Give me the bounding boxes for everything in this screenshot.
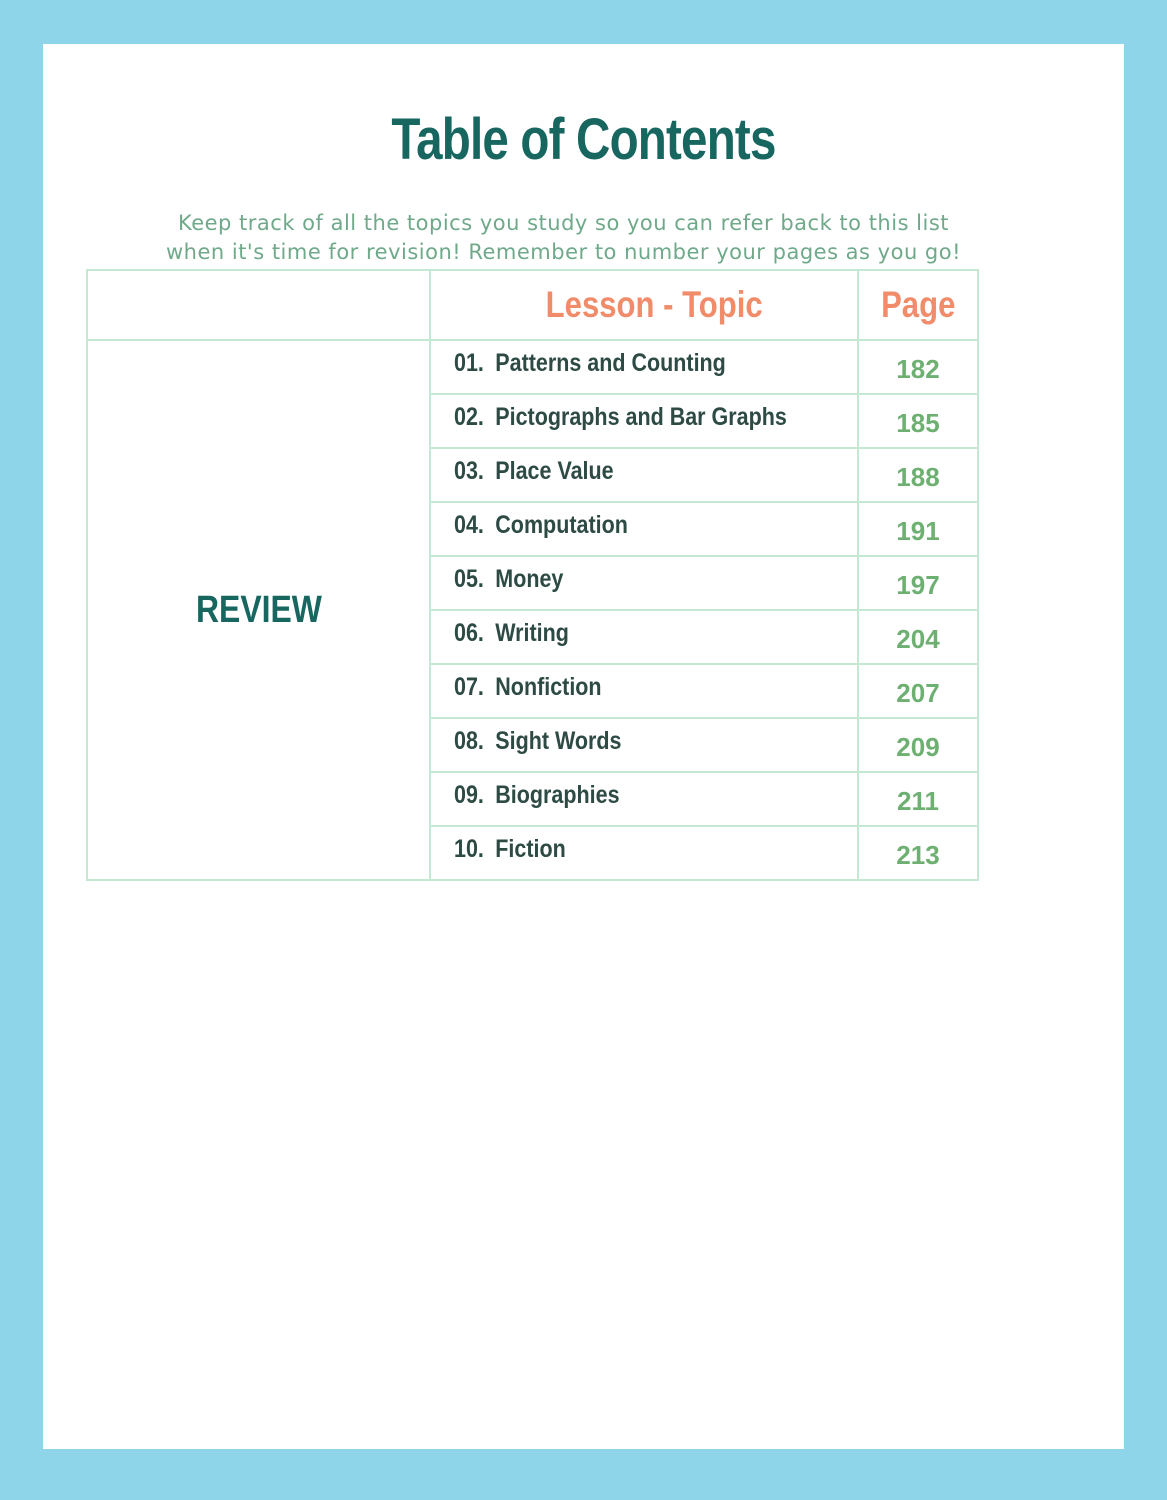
page-number: 197 xyxy=(858,556,978,610)
lesson-number: 01. xyxy=(454,349,484,377)
lesson-topic: Place Value xyxy=(495,457,614,485)
lesson-number: 09. xyxy=(454,781,484,809)
lesson-topic: Money xyxy=(495,565,564,593)
lesson-topic: Pictographs and Bar Graphs xyxy=(495,403,787,431)
subtitle-line-2: when it's time for revision! Remember to number your pages as you go! xyxy=(165,240,962,264)
lesson-topic: Sight Words xyxy=(495,727,622,755)
header-blank-cell xyxy=(87,270,430,340)
page-number: 188 xyxy=(858,448,978,502)
lesson-number: 08. xyxy=(454,727,484,755)
header-page xyxy=(858,270,978,340)
lesson-number: 10. xyxy=(454,835,484,863)
page-number: 213 xyxy=(858,826,978,880)
section-label xyxy=(87,340,430,880)
page-number: 211 xyxy=(858,772,978,826)
subtitle xyxy=(43,209,1084,267)
lesson-cell xyxy=(430,448,858,502)
section-label-text: REVIEW xyxy=(195,588,322,631)
lesson-cell xyxy=(430,772,858,826)
lesson-cell xyxy=(430,340,858,394)
page-number: 204 xyxy=(858,610,978,664)
lesson-number: 02. xyxy=(454,403,484,431)
lesson-cell xyxy=(430,502,858,556)
lesson-topic: Nonfiction xyxy=(495,673,602,701)
page-number: 191 xyxy=(858,502,978,556)
lesson-topic: Biographies xyxy=(495,781,620,809)
lesson-cell xyxy=(430,718,858,772)
lesson-number: 03. xyxy=(454,457,484,485)
lesson-topic: Writing xyxy=(495,619,569,647)
lesson-number: 05. xyxy=(454,565,484,593)
page-number: 207 xyxy=(858,664,978,718)
lesson-cell xyxy=(430,556,858,610)
lesson-topic: Fiction xyxy=(495,835,566,863)
page-title: Table of Contents xyxy=(391,107,776,172)
lesson-cell xyxy=(430,394,858,448)
lesson-number: 06. xyxy=(454,619,484,647)
header-topic-label: Lesson - Topic xyxy=(545,284,763,325)
lesson-topic: Computation xyxy=(495,511,628,539)
table-header-row xyxy=(87,270,978,340)
lesson-cell xyxy=(430,826,858,880)
lesson-cell xyxy=(430,664,858,718)
page-number: 182 xyxy=(858,340,978,394)
contents-table xyxy=(86,269,979,881)
lesson-number: 04. xyxy=(454,511,484,539)
header-topic xyxy=(430,270,858,340)
page-number: 185 xyxy=(858,394,978,448)
lesson-number: 07. xyxy=(454,673,484,701)
subtitle-line-1: Keep track of all the topics you study so you can refer back to this list xyxy=(177,211,950,235)
table-row xyxy=(87,340,978,394)
header-page-label: Page xyxy=(880,284,956,325)
lesson-topic: Patterns and Counting xyxy=(495,349,726,377)
lesson-cell xyxy=(430,610,858,664)
page-number: 209 xyxy=(858,718,978,772)
